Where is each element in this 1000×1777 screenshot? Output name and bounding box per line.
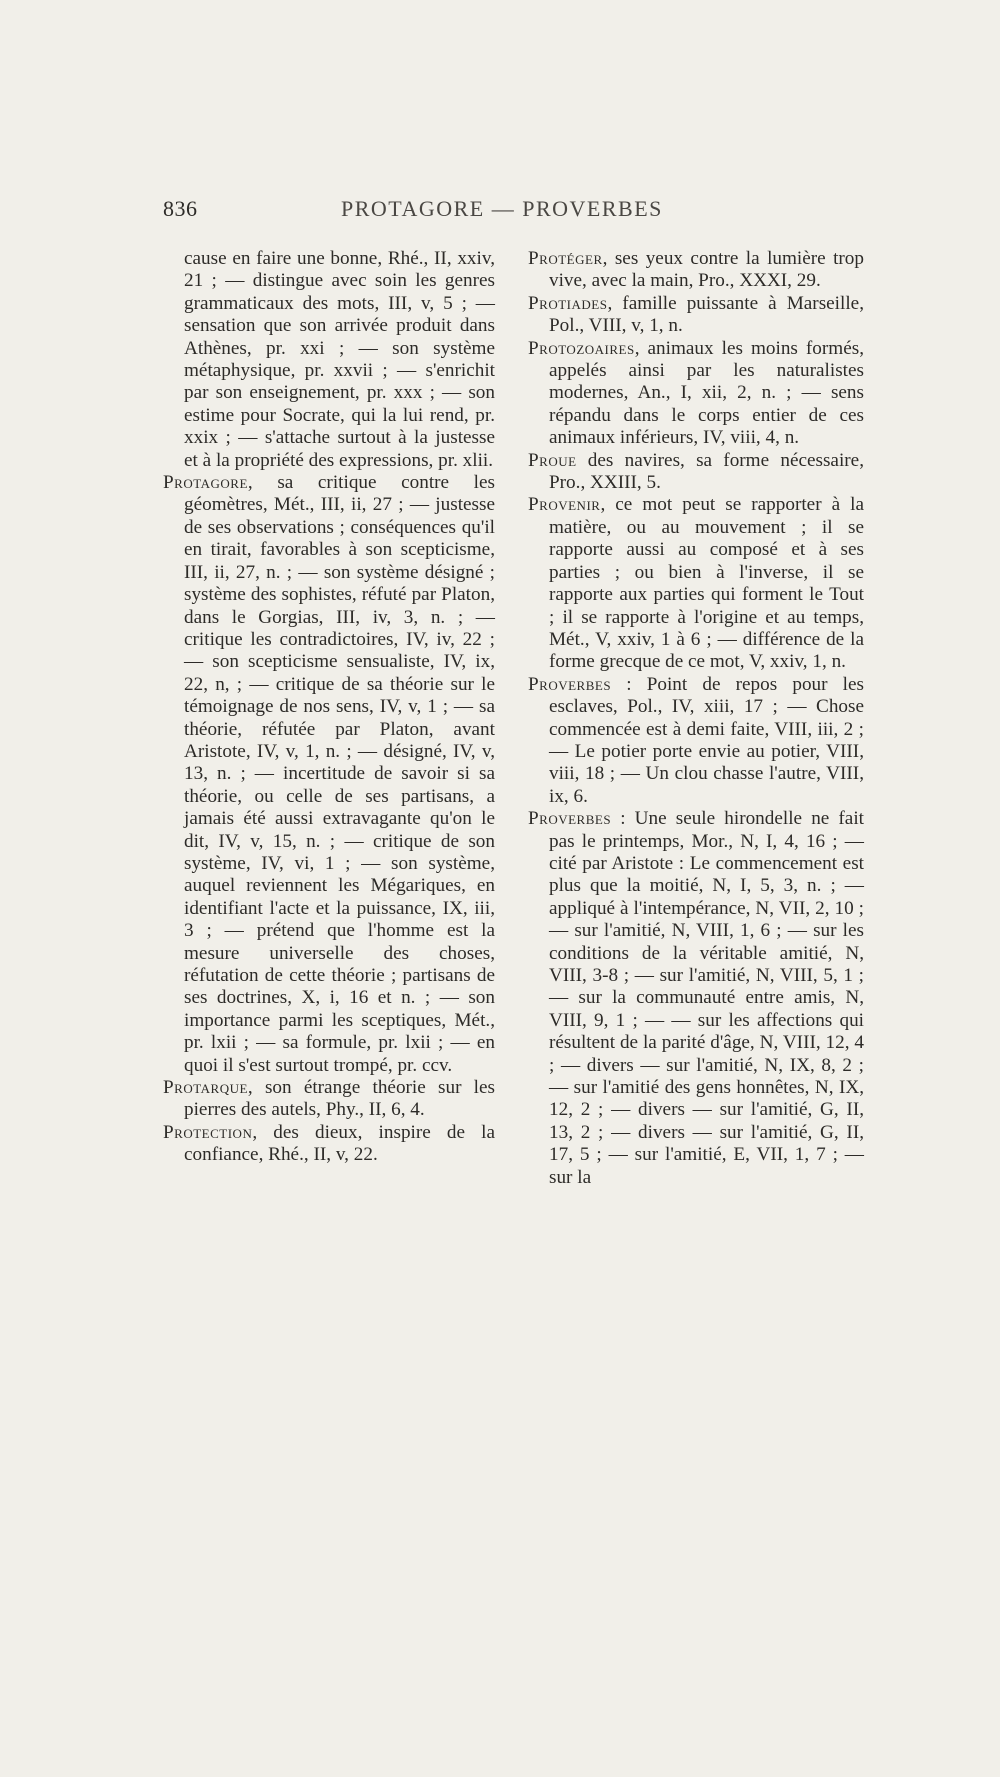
entry-text: , famille puissante à Marseille, Pol., VIII, v, 1, n. [549,292,864,337]
entry-text: , des dieux, inspire de la confiance, Rhé., II, v, 22. [184,1121,495,1166]
index-entry [163,1077,495,1122]
page-number: 836 [163,196,198,221]
index-entry [528,494,864,673]
entry-headword: Protection [163,1121,253,1143]
entry-headword: Protéger [528,248,603,269]
entry-headword: Proue [528,449,577,471]
entry-headword: Provenir [528,494,601,516]
entry-headword: Protarque [163,1077,248,1099]
entry-text: , sa critique contre les géomètres, Mét., III, ii, 27 ; — justesse de ses observations ; conséquences qu'il en tirait, favorables à son scepticisme, III, ii, 27, n. ; — son système désigné ; système des sophistes, réfuté par Platon, dans le Gorgias, III, iv, 3, n. ; — critique les contradictoires, IV, iv, 22 ; — son scepticisme sensualiste, IV, ix, 22, n, ; — critique de sa théorie sur le témoignage de nos sens, IV, v, 1 ; — sa théorie, réfutée par Platon, avant Aristote, IV, v, 1, n. ; — désigné, IV, v, 13, n. ; — incertitude de savoir si sa théorie, ou celle de ses partisans, a jamais été aussi extravagante qu'on le dit, IV, v, 15, n. ; — critique de son système, IV, vi, 1 ; — son système, auquel reviennent les Mégariques, en identifiant l'acte et la puissance, IX, iii, 3 ; — prétend que l'homme est la mesure universelle des choses, réfutation de cette théorie ; partisans de ses doctrines, X, i, 16 et n. ; — son importance parmi les sceptiques, Mét., pr. lxii ; — sa formule, pr. lxii ; — en quoi il s'est surtout trompé, pr. ccv. [184,472,495,1076]
entry-text: , ses yeux contre la lumière trop vive, avec la main, Pro., XXXI, 29. [549,248,864,292]
entry-headword: Proverbes [528,673,612,695]
index-entry [163,1122,495,1167]
index-entry [528,338,864,450]
entry-text: cause en faire une bonne, Rhé., II, xxiv, 21 ; — distingue avec soin les genres grammaticaux des mots, III, v, 5 ; — sensation que son arrivée produit dans Athènes, pr. xxi ; — son système métaphysique, pr. xxvii ; — s'enrichit par son enseignement, pr. xxx ; — son estime pour Socrate, qui la lui rend, pr. xxix ; — s'attache surtout à la justesse et à la propriété des expressions, pr. xlii. [184,248,495,471]
entry-text: : Une seule hirondelle ne fait pas le printemps, Mor., N, I, 4, 16 ; — cité par Aristote : Le commencement est plus que la moitié, N, I, 5, 3, n. ; — appliqué à l'intempérance, N, VII, 2, 10 ; — sur l'amitié, N, VIII, 1, 6 ; — sur les conditions de la véritable amitié, N, VIII, 3-8 ; — sur l'amitié, N, VIII, 5, 1 ; — sur la communauté entre amis, N, VIII, 9, 1 ; — — sur les affections qui résultent de la parité d'âge, N, VIII, 12, 4 ; — divers — sur l'amitié, N, IX, 8, 2 ; — sur l'amitié des gens honnêtes, N, IX, 12, 2 ; — divers — sur l'amitié, G, II, 13, 2 ; — divers — sur l'amitié, G, II, 17, 5 ; — sur l'amitié, E, VII, 1, 7 ; — sur la [549,808,864,1188]
entry-text: : Point de repos pour les esclaves, Pol., IV, xiii, 17 ; — Chose commencée est à demi faite, VIII, iii, 2 ; — Le potier porte envie au potier, VIII, viii, 18 ; — Un clou chasse l'autre, VIII, ix, 6. [549,673,864,807]
entry-text: , animaux les moins formés, appelés ainsi par les naturalistes modernes, An., I, xii, 2, n. ; — sens répandu dans le corps entier de ces animaux inférieurs, IV, viii, 4, n. [549,337,864,449]
index-entry [163,248,495,472]
index-entry [528,248,864,293]
index-entry [528,293,864,338]
running-head [163,196,723,226]
left-column [163,248,495,1167]
index-entry [528,450,864,495]
entry-text: , son étrange théorie sur les pierres des autels, Phy., II, 6, 4. [184,1077,495,1121]
entry-headword: Protagore [163,472,248,494]
index-entry [163,472,495,1077]
right-column [528,248,864,1189]
entry-text: des navires, sa forme nécessaire, Pro., XXIII, 5. [549,449,864,494]
entry-headword: Protiades [528,292,608,314]
index-entry [528,674,864,808]
entry-headword: Protozoaires [528,337,635,359]
entry-text: , ce mot peut se rapporter à la matière, ou au mouvement ; il se rapporte aussi au composé et à ses parties ; ou bien à l'inverse, il se rapporte aux parties qui forment le Tout ; il se rapporte à l'origine et au temps, Mét., V, xxiv, 1 à 6 ; — différence de la forme grecque de ce mot, V, xxiv, 1, n. [549,494,864,673]
running-title: PROTAGORE — PROVERBES [341,196,663,221]
index-entry [528,808,864,1189]
entry-headword: Proverbes [528,808,612,830]
